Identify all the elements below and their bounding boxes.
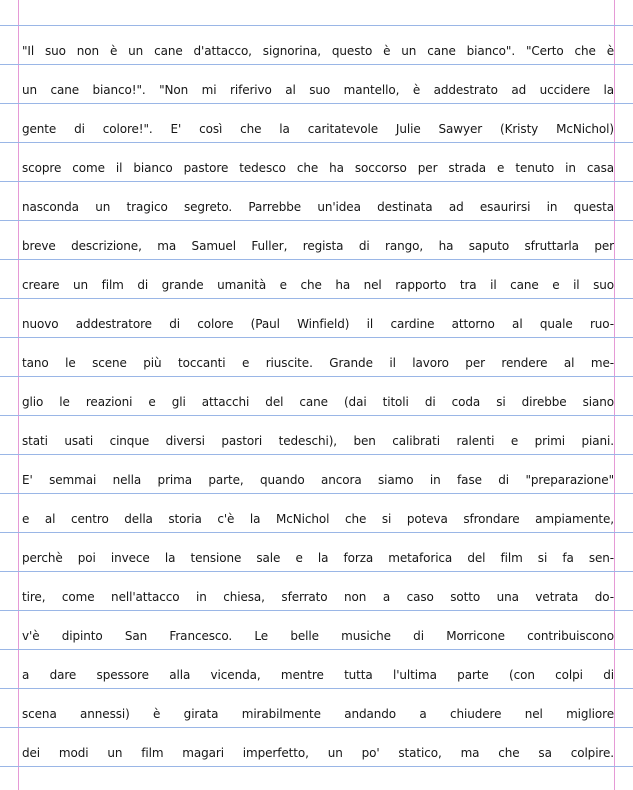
text-line-5: nasconda un tragico segreto. Parrebbe un'idea destinata ad esaurirsi in questa bbox=[22, 200, 614, 214]
ruled-line bbox=[0, 649, 633, 650]
ruled-line bbox=[0, 415, 633, 416]
text-line-6: breve descrizione, ma Samuel Fuller, regista di rango, ha saputo sfruttarla per bbox=[22, 239, 614, 253]
text-line-1: "Il suo non è un cane d'attacco, signorina, questo è un cane bianco". "Certo che è bbox=[22, 44, 614, 58]
ruled-line bbox=[0, 142, 633, 143]
text-line-3: gente di colore!". E' così che la caritatevole Julie Sawyer (Kristy McNichol) bbox=[22, 122, 614, 136]
ruled-line bbox=[0, 766, 633, 767]
text-line-12: E' semmai nella prima parte, quando ancora siamo in fase di "preparazione" bbox=[22, 473, 614, 487]
ruled-line bbox=[0, 610, 633, 611]
ruled-line bbox=[0, 376, 633, 377]
ruled-line bbox=[0, 688, 633, 689]
ruled-line bbox=[0, 727, 633, 728]
ruled-line bbox=[0, 454, 633, 455]
text-line-11: stati usati cinque diversi pastori tedeschi), ben calibrati ralenti e primi piani. bbox=[22, 434, 614, 448]
left-margin-line bbox=[18, 0, 19, 790]
ruled-line bbox=[0, 64, 633, 65]
right-margin-line bbox=[614, 0, 615, 790]
ruled-line bbox=[0, 298, 633, 299]
text-line-7: creare un film di grande umanità e che ha nel rapporto tra il cane e il suo bbox=[22, 278, 614, 292]
ruled-line bbox=[0, 493, 633, 494]
text-line-13: e al centro della storia c'è la McNichol che si poteva sfrondare ampiamente, bbox=[22, 512, 614, 526]
text-line-9: tano le scene più toccanti e riuscite. Grande il lavoro per rendere al me- bbox=[22, 356, 614, 370]
text-line-10: glio le reazioni e gli attacchi del cane (dai titoli di coda si direbbe siano bbox=[22, 395, 614, 409]
text-line-19: dei modi un film magari imperfetto, un po' statico, ma che sa colpire. bbox=[22, 746, 614, 760]
ruled-line bbox=[0, 220, 633, 221]
ruled-line bbox=[0, 25, 633, 26]
text-line-8: nuovo addestratore di colore (Paul Winfield) il cardine attorno al quale ruo- bbox=[22, 317, 614, 331]
text-line-4: scopre come il bianco pastore tedesco che ha soccorso per strada e tenuto in casa bbox=[22, 161, 614, 175]
ruled-line bbox=[0, 532, 633, 533]
ruled-line bbox=[0, 259, 633, 260]
text-line-18: scena annessi) è girata mirabilmente andando a chiudere nel migliore bbox=[22, 707, 614, 721]
ruled-line bbox=[0, 337, 633, 338]
text-line-15: tire, come nell'attacco in chiesa, sferrato non a caso sotto una vetrata do- bbox=[22, 590, 614, 604]
text-line-2: un cane bianco!". "Non mi riferivo al suo mantello, è addestrato ad uccidere la bbox=[22, 83, 614, 97]
text-line-16: v'è dipinto San Francesco. Le belle musiche di Morricone contribuiscono bbox=[22, 629, 614, 643]
ruled-line bbox=[0, 181, 633, 182]
text-line-14: perchè poi invece la tensione sale e la forza metaforica del film si fa sen- bbox=[22, 551, 614, 565]
ruled-line bbox=[0, 571, 633, 572]
text-line-17: a dare spessore alla vicenda, mentre tutta l'ultima parte (con colpi di bbox=[22, 668, 614, 682]
ruled-line bbox=[0, 103, 633, 104]
